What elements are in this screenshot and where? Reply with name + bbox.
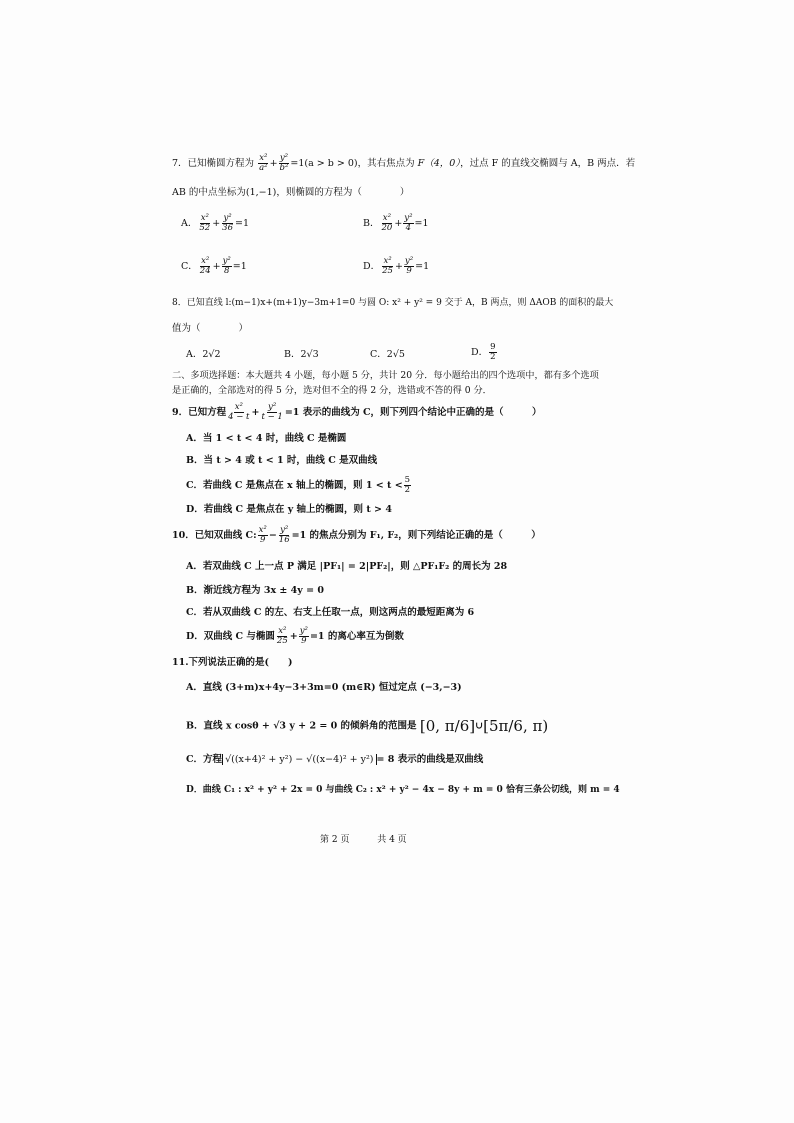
section2-heading-line1: 二、多项选择题：本大题共 4 小题，每小题 5 分，共计 20 分．每小题给出的四个选项中，都有多个选项 [172, 370, 599, 381]
q8-stem-line1: 8．已知直线 l:(m−1)x+(m+1)y−3m+1=0 与圆 O: x² + y² = 9 交于 A，B 两点，则 ΔAOB 的面积的最大 [172, 298, 614, 308]
q11-stem: 11.下列说法正确的是( ) [172, 657, 293, 668]
q7-option-d: D． $\frac{\text{x²}}{25}$ + $\frac{\text{y²}}{9}$ =1 [363, 256, 430, 276]
q10-option-b: B．渐近线方程为 3x ± 4y = 0 [186, 585, 325, 596]
q11-option-b: B．直线 x cosθ + √3 y + 2 = 0 的倾斜角的范围是 [0, π/6]∪[5π/6, π) [186, 717, 549, 735]
section2-heading-line2: 是正确的，全部选对的得 5 分，选对但不全的得 2 分，选错或不答的得 0 分． [172, 385, 492, 396]
page-number: 第 2 页 [320, 835, 350, 845]
q11-option-c: C．方程 √((x+4)² + y²) − √((x−4)² + y²) = 8 表示的曲线是双曲线 [186, 754, 484, 765]
q7-stem-text: 7．已知椭圆方程为 [172, 157, 255, 169]
q10-option-a: A．若双曲线 C 上一点 P 满足 |PF₁| = 2|PF₂|，则 △PF₁F₂ 的周长为 28 [186, 561, 508, 572]
page-total: 共 4 页 [377, 835, 407, 845]
q7-stem-line2: AB 的中点坐标为(1,−1)，则椭圆的方程为（ ） [172, 187, 410, 198]
q9-option-a: A．当 1 < t < 4 时，曲线 C 是椭圆 [186, 433, 347, 444]
q9-stem: 9．已知方程 $\frac{\text{x²}}{4 - t}$ + $\frac{\text{y²}}{t - 1}$ =1 表示的曲线为 C，则下列四个结论中正确的是（ ） [172, 402, 542, 422]
q8-stem-line2: 值为（ ） [172, 323, 249, 334]
q7-fraction-y: $\frac{\text{y²}}{\text{b²}}$ [279, 153, 289, 173]
q11-range-2: [5π/6, π) [483, 717, 549, 735]
q9-option-b: B．当 t > 4 或 t < 1 时，曲线 C 是双曲线 [186, 455, 378, 466]
q7-option-c: C． $\frac{\text{x²}}{24}$ + $\frac{\text{y²}}{8}$ =1 [181, 256, 247, 276]
q11-abs-expression: √((x+4)² + y²) − √((x−4)² + y²) [222, 754, 376, 765]
q7-stem-line1: 7．已知椭圆方程为 $\frac{\text{x²}}{\text{a²}}$ + $\frac{\text{y²}}{\text{b²}}$ =1(a > b > 0)，其右焦点为 F（4，0），过点 F 的直线交椭圆与 A，B 两点．若 [172, 153, 636, 173]
q11-option-a: A．直线 (3+m)x+4y−3+3m=0 (m∈R) 恒过定点 (−3,−3) [186, 682, 462, 693]
q7-fraction-x: $\frac{\text{x²}}{\text{a²}}$ [259, 153, 268, 173]
q10-option-c: C．若从双曲线 C 的左、右支上任取一点，则这两点的最短距离为 6 [186, 607, 475, 618]
page-footer [320, 832, 407, 845]
q10-stem: 10．已知双曲线 C: $\frac{\text{x²}}{9}$ − $\frac{\text{y²}}{16}$ =1 的焦点分别为 F₁, F₂，则下列结论正确的是（ ） [172, 525, 541, 545]
q7-condition: =1(a > b > 0)，其右焦点为 [290, 157, 415, 169]
q10-option-d: D．双曲线 C 与椭圆 $\frac{\text{x²}}{25}$ + $\frac{\text{y²}}{9}$ =1 的离心率互为倒数 [186, 626, 404, 646]
q8-option-b: B．2√3 [284, 349, 319, 360]
q7-option-a: A． $\frac{\text{x²}}{52}$ + $\frac{\text{y²}}{36}$ =1 [181, 213, 250, 233]
q7-stem-text-2: ，过点 F 的直线交椭圆与 A，B 两点．若 [460, 157, 636, 169]
q11-range-1: [0, π/6] [419, 717, 476, 735]
q9-option-c: C．若曲线 C 是焦点在 x 轴上的椭圆，则 1 < t < $\frac{5}{2}$ [186, 475, 411, 495]
q8-option-c: C．2√5 [370, 349, 405, 360]
q7-focus: F（4，0） [417, 157, 461, 169]
q9-option-d: D．若曲线 C 是焦点在 y 轴上的椭圆，则 t > 4 [186, 504, 392, 515]
q11-option-d: D．曲线 C₁ : x² + y² + 2x = 0 与曲线 C₂ : x² + y² − 4x − 8y + m = 0 恰有三条公切线，则 m = 4 [186, 785, 620, 795]
q7-option-b: B． $\frac{\text{x²}}{20}$ + $\frac{\text{y²}}{4}$ =1 [363, 213, 429, 233]
q8-option-d: D． $\frac{9}{2}$ [471, 342, 496, 362]
q8-option-a: A．2√2 [186, 349, 221, 360]
